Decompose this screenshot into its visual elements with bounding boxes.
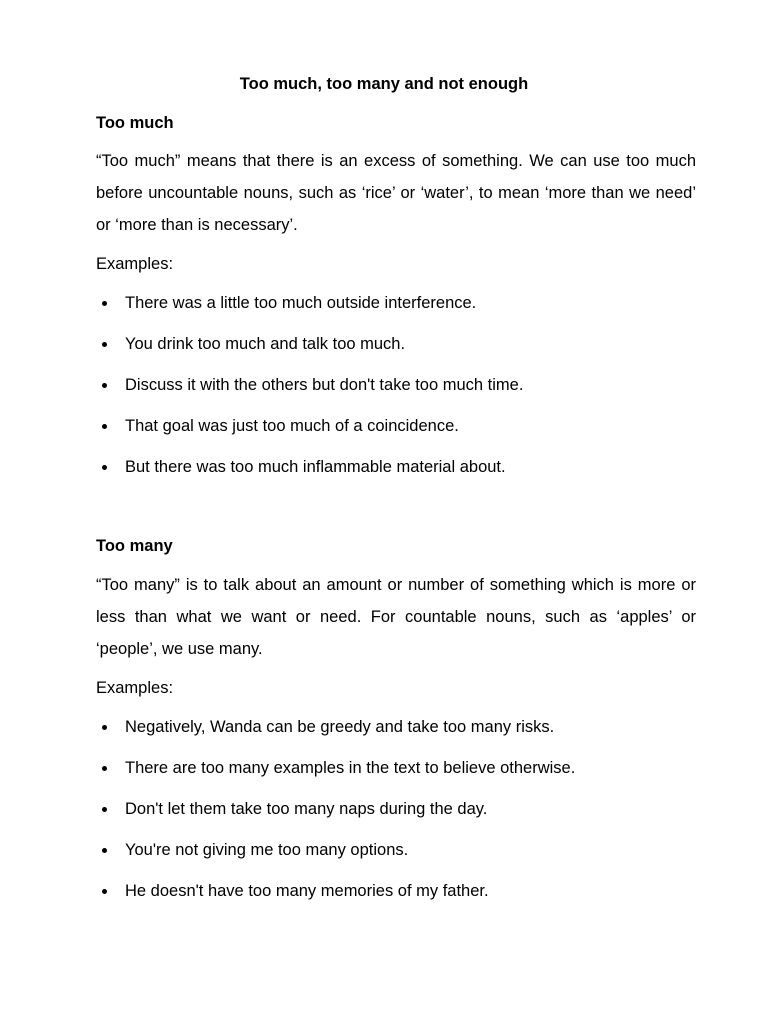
example-text: You're not giving me too many options. — [125, 841, 409, 859]
document-title: Too much, too many and not enough — [239, 75, 529, 93]
bullet-icon — [102, 725, 107, 730]
list-item — [96, 880, 696, 921]
bullet-icon — [102, 889, 107, 894]
example-text: That goal was just too much of a coincidence. — [125, 417, 459, 435]
examples-list-too-many — [96, 716, 696, 921]
bullet-icon — [102, 424, 107, 429]
example-text: He doesn't have too many memories of my father. — [125, 882, 489, 900]
section-heading-too-much: Too much — [96, 114, 174, 132]
examples-list-too-much — [96, 292, 696, 497]
list-item — [96, 456, 696, 497]
bullet-icon — [102, 301, 107, 306]
example-text: There was a little too much outside interference. — [125, 294, 477, 312]
bullet-icon — [102, 807, 107, 812]
section-paragraph-too-many: “Too many” is to talk about an amount or number of something which is more or less than what we want or need. For countable nouns, such as ‘apples’ or ‘people’, we use many. — [96, 576, 696, 658]
example-text: Negatively, Wanda can be greedy and take too many risks. — [125, 718, 555, 736]
bullet-icon — [102, 848, 107, 853]
bullet-icon — [102, 383, 107, 388]
example-text: You drink too much and talk too much. — [125, 335, 406, 353]
list-item — [96, 798, 696, 839]
example-text: Discuss it with the others but don't take too much time. — [125, 376, 524, 394]
list-item — [96, 415, 696, 456]
section-paragraph-too-much: “Too much” means that there is an excess of something. We can use too much before uncountable nouns, such as ‘rice’ or ‘water’, to mean ‘more than we need’ or ‘more than is necessary’. — [96, 152, 696, 234]
example-text: There are too many examples in the text to believe otherwise. — [125, 759, 576, 777]
example-text: But there was too much inflammable material about. — [125, 458, 506, 476]
examples-label-too-much: Examples: — [96, 255, 174, 273]
list-item — [96, 374, 696, 415]
bullet-icon — [102, 766, 107, 771]
bullet-icon — [102, 465, 107, 470]
list-item — [96, 839, 696, 880]
list-item — [96, 716, 696, 757]
list-item — [96, 292, 696, 333]
list-item — [96, 333, 696, 374]
list-item — [96, 757, 696, 798]
section-heading-too-many: Too many — [96, 537, 173, 555]
examples-label-too-many: Examples: — [96, 679, 174, 697]
bullet-icon — [102, 342, 107, 347]
example-text: Don't let them take too many naps during the day. — [125, 800, 488, 818]
